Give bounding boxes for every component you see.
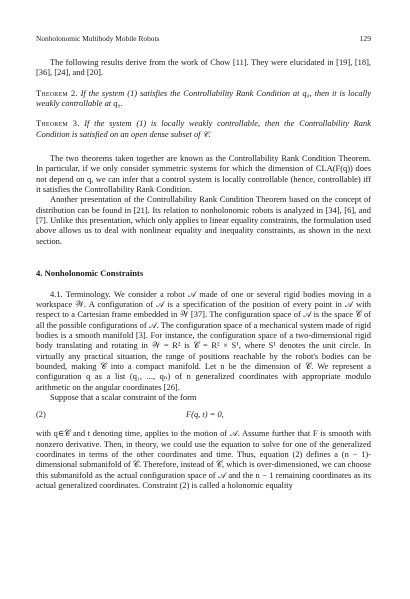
paragraph-holonomic: with q∈𝒞 and t denoting time, applies to the motion of 𝒜. Assume further that F is smooth with nonzero derivative. Then, in theory, we could use the equation to solve for one of the generalized coordinates in terms of the other coordinates and time. Thus, equation (2) defines a (n − 1)-dimensional submanifold of 𝒞. Therefore, instead of 𝒞, which is over-dimensioned, we can choose this submanifold as the actual configuration space of 𝒜 and the n − 1 remaining coordinates as its actual generalized coordinates. Constraint (2) is called a holonomic equality [36,428,371,490]
page [36,34,371,490]
page-number: 129 [359,34,371,43]
paragraph-theorems: The two theorems taken together are known as the Controllability Rank Condition Theorem. In particular, if we only consider symmetric systems for which the dimension of CLA(F(q)) does not depend on q, we can infer that a control system is locally controllable (hence, controllable) iff it satisfies the Controllability Rank Condition. [36,153,371,195]
running-header [36,34,371,43]
equation-2 [36,408,371,420]
theorem-3-label: Theorem 3. [36,118,80,129]
section-title: 4. Nonholonomic Constraints [36,268,144,279]
equation-number: (2) [36,409,46,420]
theorem-3 [36,118,371,139]
paragraph-chow: The following results derive from the work of Chow [11]. They were elucidated in [19], [18], [36], [24], and [20]. [36,57,371,78]
theorem-2-text: If the system (1) satisfies the Controllability Rank Condition at q₀, then it is locally weakly controllable at q₀. [36,87,372,109]
paragraph-distribution: Another presentation of the Controllability Rank Condition Theorem based on the concept of distribution can be found in [21]. Its relation to nonholonomic robots is analyzed in [34], [6], and [7]. Unlike this presentation, which only applies to linear equality constraints, the formulation used above allows us to deal with nonlinear equality and inequality constraints, as shown in the next section. [36,194,371,246]
paragraph-terminology: 4.1. Terminology. We consider a robot 𝒜 made of one or several rigid bodies moving in a workspace 𝒲. A configuration of 𝒜 is a specification of the position of every point in 𝒜 with respect to a Cartesian frame embedded in 𝒲 [37]. The configuration space of 𝒜 is the space 𝒞 of all the possible configurations of 𝒜. The configuration space of a mechanical system made of rigid bodies is a smooth manifold [3]. For instance, the configuration space of a two-dimensional rigid body translating and rotating in 𝒲 = R² is 𝒞 = R² × S¹, where S¹ denotes the unit circle. In virtually any practical situation, the range of positions reachable by the robot's bodies can be bounded, making 𝒞 into a compact manifold. Let n be the dimension of 𝒞. We represent a configuration q as a list (q₁, ..., qₙ) of n generalized coordinates with appropriate modulo arithmetic on the angular coordinates [26]. [36,288,371,392]
theorem-3-text: If the system (1) is locally weakly controllable, then the Controllability Rank Condition is satisfied on an open dense subset of 𝒞. [36,118,371,139]
theorem-2-label: Theorem 2. [36,87,78,98]
theorem-2 [36,88,371,109]
paragraph-suppose: Suppose that a scalar constraint of the form [50,391,197,402]
running-title: Nonholonomic Multibody Mobile Robots [36,34,160,43]
equation-body: F(q, t) = 0, [186,409,224,420]
